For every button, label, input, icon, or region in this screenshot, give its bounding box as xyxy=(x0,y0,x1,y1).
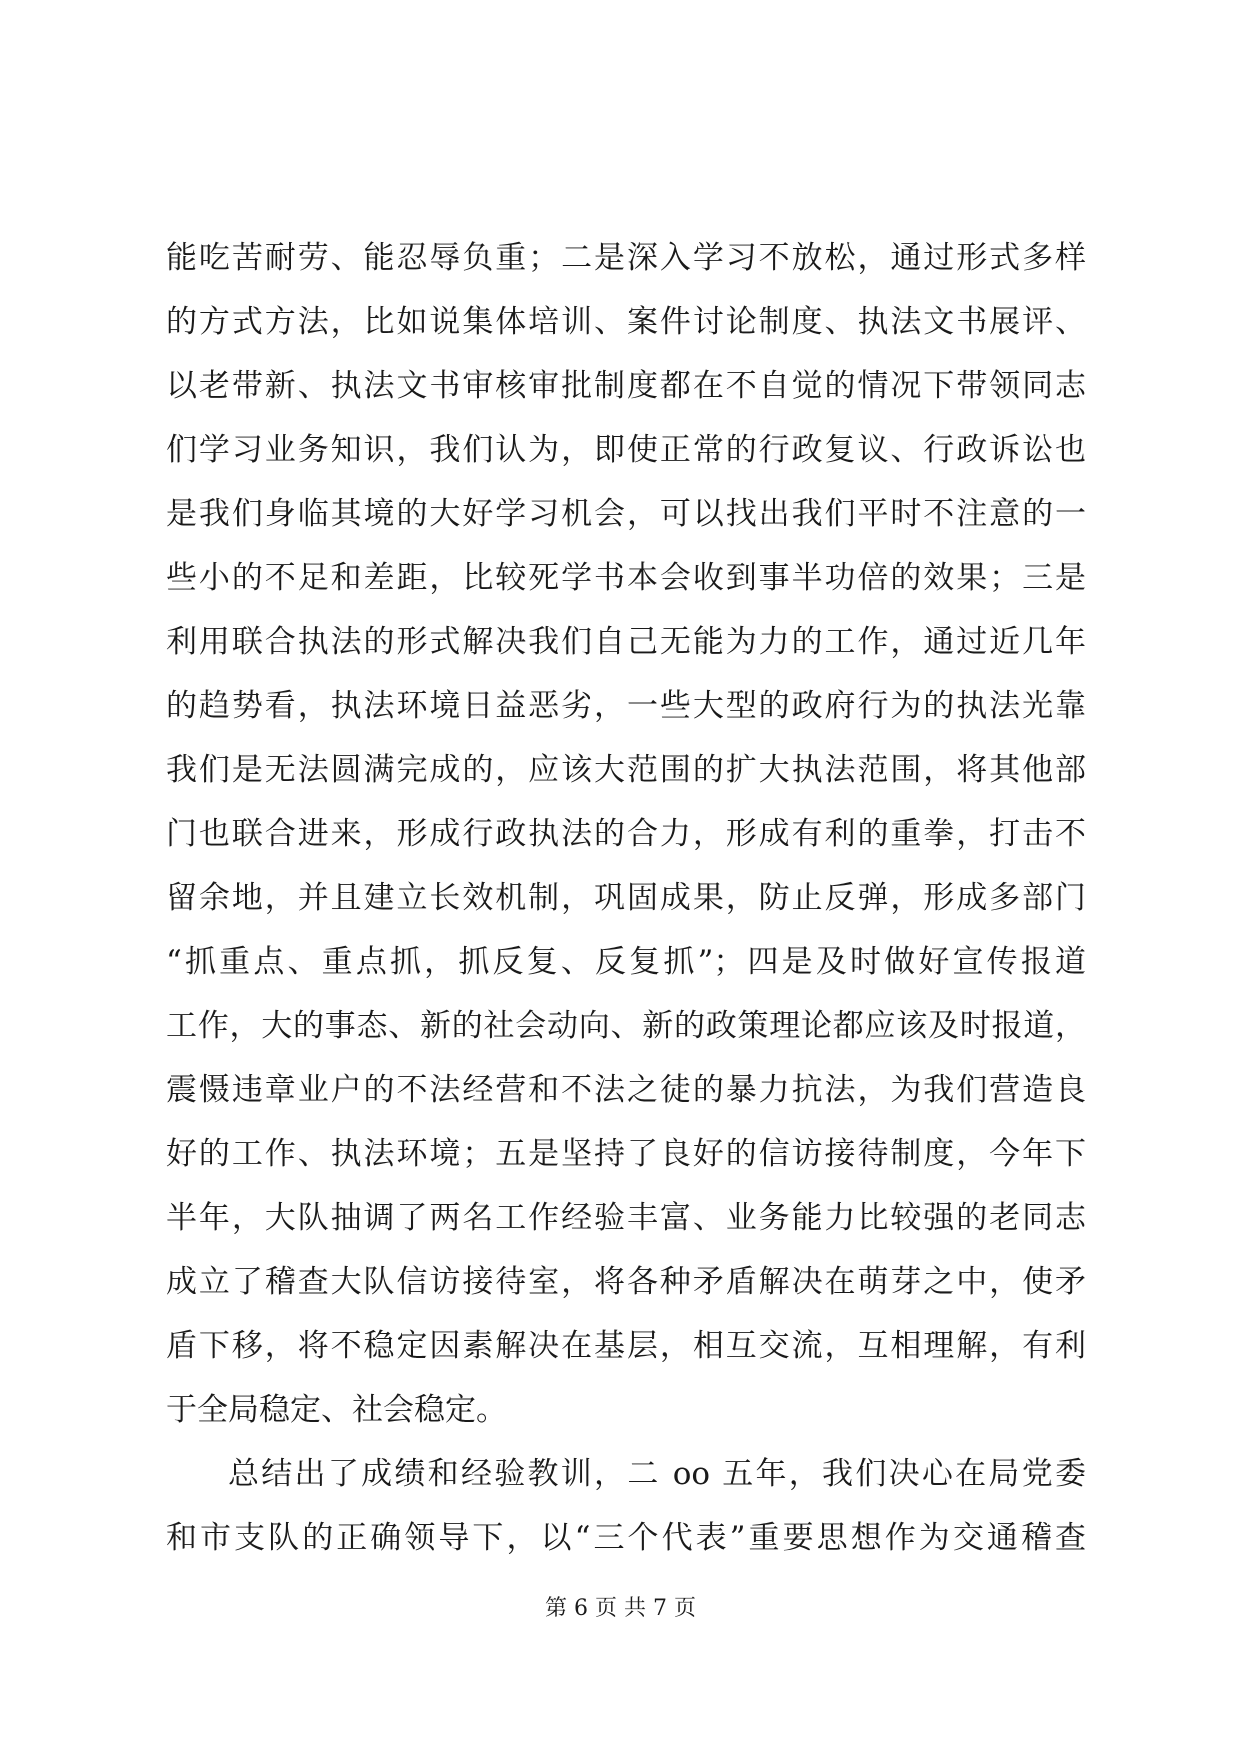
paragraph-1 xyxy=(166,226,1086,1442)
text-line: 于全局稳定、社会稳定。 xyxy=(166,1392,507,1428)
text-line: 利用联合执法的形式解决我们自己无能为力的工作，通过近几年 xyxy=(166,624,1086,660)
text-line: 些小的不足和差距，比较死学书本会收到事半功倍的效果；三是 xyxy=(166,560,1086,596)
text-line: 以老带新、执法文书审核审批制度都在不自觉的情况下带领同志 xyxy=(166,368,1086,404)
text-line: 总结出了成绩和经验教训，二 oo 五年，我们决心在局党委 xyxy=(228,1456,1086,1492)
text-line: 是我们身临其境的大好学习机会，可以找出我们平时不注意的一 xyxy=(166,496,1086,532)
text-line: 我们是无法圆满完成的，应该大范围的扩大执法范围，将其他部 xyxy=(166,752,1086,788)
page-number-footer: 第 6 页 共 7 页 xyxy=(545,1596,696,1621)
text-line: 和市支队的正确领导下，以“三个代表”重要思想作为交通稽查 xyxy=(166,1520,1086,1556)
text-line: 半年，大队抽调了两名工作经验丰富、业务能力比较强的老同志 xyxy=(166,1200,1086,1236)
text-line: 盾下移，将不稳定因素解决在基层，相互交流，互相理解，有利 xyxy=(166,1328,1086,1364)
text-line: 震慑违章业户的不法经营和不法之徒的暴力抗法，为我们营造良 xyxy=(166,1072,1086,1108)
text-line: 好的工作、执法环境；五是坚持了良好的信访接待制度，今年下 xyxy=(166,1136,1086,1172)
text-line: 们学习业务知识，我们认为，即使正常的行政复议、行政诉讼也 xyxy=(166,432,1086,468)
body-text xyxy=(166,226,1086,1570)
paragraph-2 xyxy=(166,1442,1086,1570)
text-line: 的方式方法，比如说集体培训、案件讨论制度、执法文书展评、 xyxy=(166,304,1086,340)
text-line: 的趋势看，执法环境日益恶劣，一些大型的政府行为的执法光靠 xyxy=(166,688,1086,724)
text-line: 门也联合进来，形成行政执法的合力，形成有利的重拳，打击不 xyxy=(166,816,1086,852)
text-line: 工作，大的事态、新的社会动向、新的政策理论都应该及时报道， xyxy=(166,1008,1086,1044)
text-line: 留余地，并且建立长效机制，巩固成果，防止反弹，形成多部门 xyxy=(166,880,1086,916)
text-line: 能吃苦耐劳、能忍辱负重；二是深入学习不放松，通过形式多样 xyxy=(166,240,1086,276)
text-line: “抓重点、重点抓，抓反复、反复抓”；四是及时做好宣传报道 xyxy=(166,944,1086,980)
text-line: 成立了稽查大队信访接待室，将各种矛盾解决在萌芽之中，使矛 xyxy=(166,1264,1086,1300)
